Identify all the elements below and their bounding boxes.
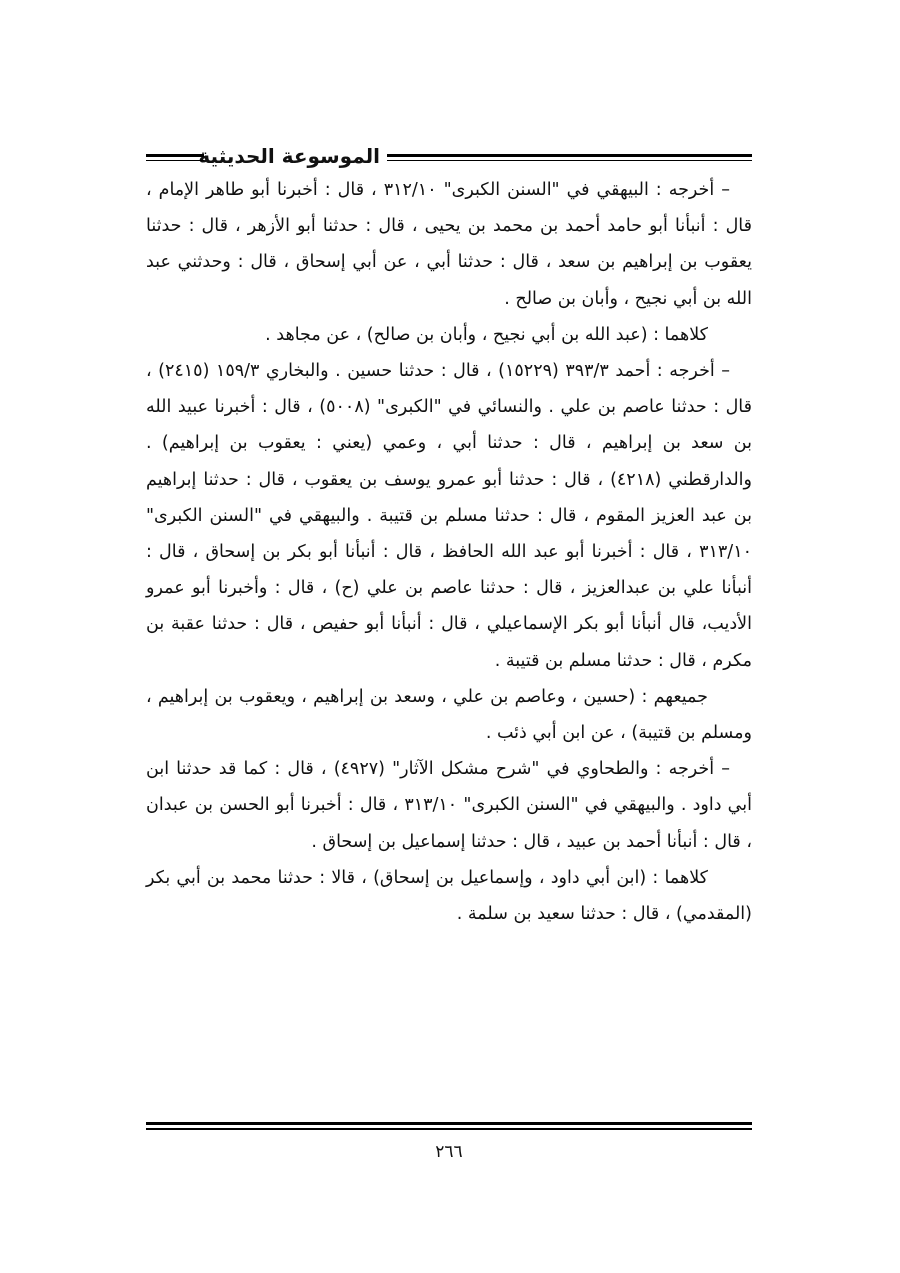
paragraph-takhrij-3: – أخرجه : والطحاوي في "شرح مشكل الآثار" (٤٩٢٧) ، قال : كما قد حدثنا ابن أبي داود . والبيهقي في "السنن الكبرى" ٣١٣/١٠ ، قال : أخبرنا أبو الحسن بن عبدان ، قال : أنبأنا أحمد بن عبيد ، قال : حدثنا إسماعيل بن إسحاق . (146, 759, 752, 852)
paragraph-takhrij-1: – أخرجه : البيهقي في "السنن الكبرى" ٣١٢/١٠ ، قال : أخبرنا أبو طاهر الإمام ، قال : أنبأنا أبو حامد أحمد بن محمد بن يحيى ، قال : حدثنا أبو الأزهر ، قال : حدثنا يعقوب بن إبراهيم بن سعد ، قال : حدثنا أبي ، عن أبي إسحاق ، قال : وحدثني عبد الله بن أبي نجيح ، وأبان بن صالح . (146, 180, 752, 309)
header-rule-left (146, 154, 204, 161)
running-title: الموسوعة الحديثية (198, 144, 380, 168)
paragraph-summary-2: جميعهم : (حسين ، وعاصم بن علي ، وسعد بن إبراهيم ، ويعقوب بن إبراهيم ، ومسلم بن قتيبة) ، عن ابن أبي ذئب . (146, 686, 752, 744)
paragraph-summary-3: كلاهما : (ابن أبي داود ، وإسماعيل بن إسحاق) ، قالا : حدثنا محمد بن أبي بكر (المقدمي) ، قال : حدثنا سعيد بن سلمة . (146, 867, 752, 925)
paragraph-summary-1: كلاهما : (عبد الله بن أبي نجيح ، وأبان بن صالح) ، عن مجاهد . (265, 324, 708, 345)
paragraph-takhrij-2: – أخرجه : أحمد ٣٩٣/٣ (١٥٢٢٩) ، قال : حدثنا حسين . والبخاري ١٥٩/٣ (٢٤١٥) ، قال : حدثنا عاصم بن علي . والنسائي في "الكبرى" (٥٠٠٨) ، قال : أخبرنا عبيد الله بن سعد بن إبراهيم ، قال : حدثنا أبي ، وعمي (يعني : يعقوب بن إبراهيم) . والدارقطني (٤٢١٨) ، قال : حدثنا أبو عمرو يوسف بن يعقوب ، قال : حدثنا إبراهيم بن عبد العزيز المقوم ، قال : حدثنا مسلم بن قتيبة . والبيهقي في "السنن الكبرى" ٣١٣/١٠ ، قال : أخبرنا أبو عبد الله الحافظ ، قال : أنبأنا أبو بكر بن إسحاق ، قال : أنبأنا علي بن عبدالعزيز ، قال : حدثنا عاصم بن علي (ح) ، قال : وأخبرنا أبو عمرو الأديب، قال أنبأنا أبو بكر الإسماعيلي ، قال : أنبأنا أبو حفيص ، قال : حدثنا عقبة بن مكرم ، قال : حدثنا مسلم بن قتيبة . (146, 361, 752, 671)
page-number: ٢٦٦ (435, 1142, 463, 1162)
header-rule-right (387, 154, 752, 161)
body-text (146, 172, 752, 932)
page-header (146, 136, 752, 176)
footer-rule (146, 1122, 752, 1130)
